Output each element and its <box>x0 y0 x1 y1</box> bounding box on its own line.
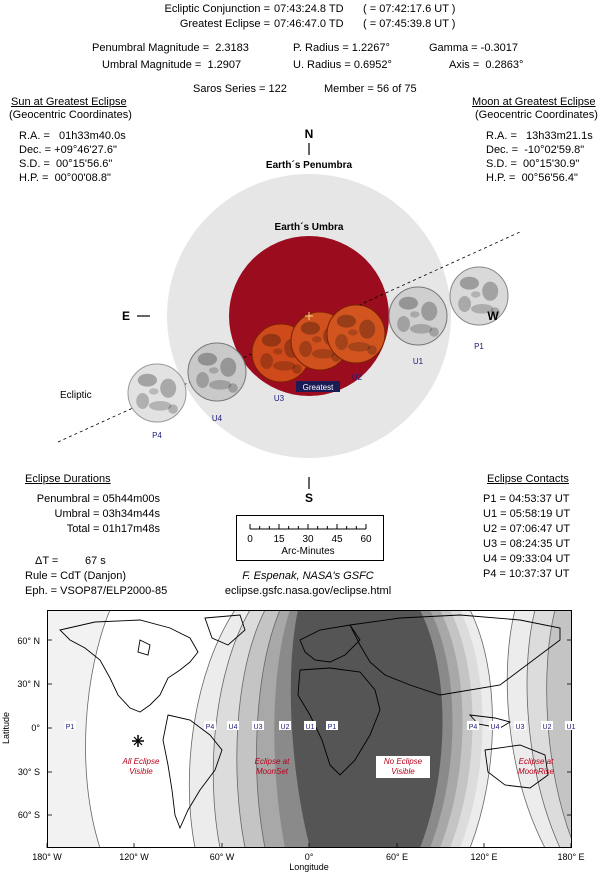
lat-60n: 60° N <box>17 636 40 646</box>
north-label: N <box>304 127 314 141</box>
moon-ra: R.A. = 13h33m21.1s <box>486 130 593 142</box>
greatest-label: Greatest Eclipse = <box>179 18 270 30</box>
moonset-line2: MoonSet <box>255 767 289 776</box>
lon-60w: 60° W <box>209 852 235 862</box>
contact-line-label: P4 <box>205 724 215 731</box>
umbra-label: Earth´s Umbra <box>274 222 344 233</box>
lon-180e: 180° E <box>557 852 585 862</box>
moon-hp: H.P. = 00°56'56.4" <box>486 172 578 184</box>
moonset-line1: Eclipse at <box>254 757 290 766</box>
lon-120e: 120° E <box>470 852 498 862</box>
contact-u4: U4 = 09:33:04 UT <box>483 553 571 565</box>
rule-text: Rule = CdT (Danjon) <box>25 570 126 582</box>
delta-t-label: ΔT = <box>35 555 59 567</box>
u2-label: U2 <box>351 373 363 382</box>
lon-180w: 180° W <box>32 852 62 862</box>
moon-sd: S.D. = 00°15'30.9" <box>486 158 580 170</box>
u3-label: U3 <box>273 394 285 403</box>
contact-u3: U3 = 08:24:35 UT <box>483 538 571 550</box>
credit-text: F. Espenak, NASA's GSFC <box>242 570 374 582</box>
contacts-title: Eclipse Contacts <box>487 473 569 485</box>
sun-sd: S.D. = 00°15'56.6" <box>19 158 113 170</box>
saros-member: Member = 56 of 75 <box>324 83 417 95</box>
map-ylabel: Latitude <box>1 711 11 745</box>
moon-u4 <box>188 343 246 401</box>
contact-line-label: P1 <box>65 724 75 731</box>
axis-value: Axis = 0.2863° <box>449 59 524 71</box>
sun-hp: H.P. = 00°00'08.8" <box>19 172 111 184</box>
moon-title: Moon at Greatest Eclipse <box>472 96 596 108</box>
ecliptic-label: Ecliptic <box>60 390 92 401</box>
contact-u2: U2 = 07:06:47 UT <box>483 523 571 535</box>
contact-line-label: U1 <box>305 724 315 731</box>
penumbra-label: Earth´s Penumbra <box>265 160 353 171</box>
scale-tick-label: 60 <box>360 534 372 545</box>
no-eclipse-line1: No Eclipse <box>383 757 423 766</box>
moon-p1 <box>450 267 508 325</box>
contact-p4: P4 = 10:37:37 UT <box>483 568 570 580</box>
lat-60s: 60° S <box>17 810 40 820</box>
no-eclipse-line2: Visible <box>391 767 415 776</box>
contact-line-label: P4 <box>468 724 478 731</box>
sun-subtitle: (Geocentric Coordinates) <box>9 109 132 121</box>
moon-u2 <box>327 305 385 363</box>
contact-line-label: U4 <box>228 724 238 731</box>
lat-30n: 30° N <box>17 679 40 689</box>
scale-tick-label: 45 <box>331 534 343 545</box>
moon-p4 <box>128 364 186 422</box>
contact-line-label: U2 <box>542 724 552 731</box>
west-label: W <box>487 309 499 323</box>
contact-p1: P1 = 04:53:37 UT <box>483 493 570 505</box>
penumbral-magnitude: Penumbral Magnitude = 2.3183 <box>92 42 249 54</box>
saros-series: Saros Series = 122 <box>193 83 287 95</box>
scale-tick-label: 30 <box>302 534 314 545</box>
contact-line-label: P1 <box>327 724 337 731</box>
contact-line-label: U3 <box>515 724 525 731</box>
duration-umbral: Umbral = 03h34m44s <box>54 508 160 520</box>
umbral-radius: U. Radius = 0.6952° <box>293 59 392 71</box>
lon-120w: 120° W <box>119 852 149 862</box>
url-text: eclipse.gsfc.nasa.gov/eclipse.html <box>224 585 392 597</box>
sun-title: Sun at Greatest Eclipse <box>11 96 127 108</box>
contact-line-label: U4 <box>490 724 500 731</box>
moon-u1 <box>389 287 447 345</box>
umbral-magnitude: Umbral Magnitude = 1.2907 <box>102 59 242 71</box>
moonrise-line1: Eclipse at <box>518 757 554 766</box>
visibility-map <box>0 600 609 873</box>
scale-tick-label: 0 <box>247 534 253 545</box>
conjunction-ut: ( = 07:42:17.6 UT ) <box>363 3 456 15</box>
u1-label: U1 <box>412 357 424 366</box>
duration-penumbral: Penumbral = 05h44m00s <box>36 493 160 505</box>
durations-title: Eclipse Durations <box>25 473 111 485</box>
contact-line-label: U3 <box>253 724 263 731</box>
duration-total: Total = 01h17m48s <box>66 523 160 535</box>
conjunction-label: Ecliptic Conjunction = <box>164 3 270 15</box>
p1-label: P1 <box>474 342 484 351</box>
lon-0: 0° <box>304 852 314 862</box>
map-xlabel: Longitude <box>289 862 329 872</box>
contact-u1: U1 = 05:58:19 UT <box>483 508 571 520</box>
conjunction-td: 07:43:24.8 TD <box>274 3 344 15</box>
east-label: E <box>121 309 131 323</box>
contact-line-label: U2 <box>280 724 290 731</box>
p4-label: P4 <box>152 431 162 440</box>
sun-dec: Dec. = +09°46'27.6" <box>19 144 117 156</box>
moon-subtitle: (Geocentric Coordinates) <box>475 109 598 121</box>
contact-line-label: U1 <box>566 724 576 731</box>
all-visible-line1: All Eclipse <box>122 757 160 766</box>
greatest-td: 07:46:47.0 TD <box>274 18 344 30</box>
u4-label: U4 <box>211 414 223 423</box>
arc-minutes-scale <box>236 515 384 561</box>
greatest-label-text: Greatest <box>302 383 334 392</box>
scale-tick-label: 15 <box>273 534 285 545</box>
lat-30s: 30° S <box>17 767 40 777</box>
lat-0: 0° <box>31 723 40 733</box>
ephemeris-text: Eph. = VSOP87/ELP2000-85 <box>25 585 168 597</box>
gamma-value: Gamma = -0.3017 <box>429 42 518 54</box>
delta-t-value: 67 s <box>85 555 106 567</box>
moon-dec: Dec. = -10°02'59.8" <box>486 144 585 156</box>
south-label: S <box>304 491 314 505</box>
sun-ra: R.A. = 01h33m40.0s <box>19 130 126 142</box>
scale-label: Arc-Minutes <box>281 546 335 557</box>
all-visible-line2: Visible <box>129 767 153 776</box>
penumbral-radius: P. Radius = 1.2267° <box>293 42 390 54</box>
greatest-ut: ( = 07:45:39.8 UT ) <box>363 18 456 30</box>
moonrise-line2: MoonRise <box>517 767 555 776</box>
lon-60e: 60° E <box>385 852 409 862</box>
